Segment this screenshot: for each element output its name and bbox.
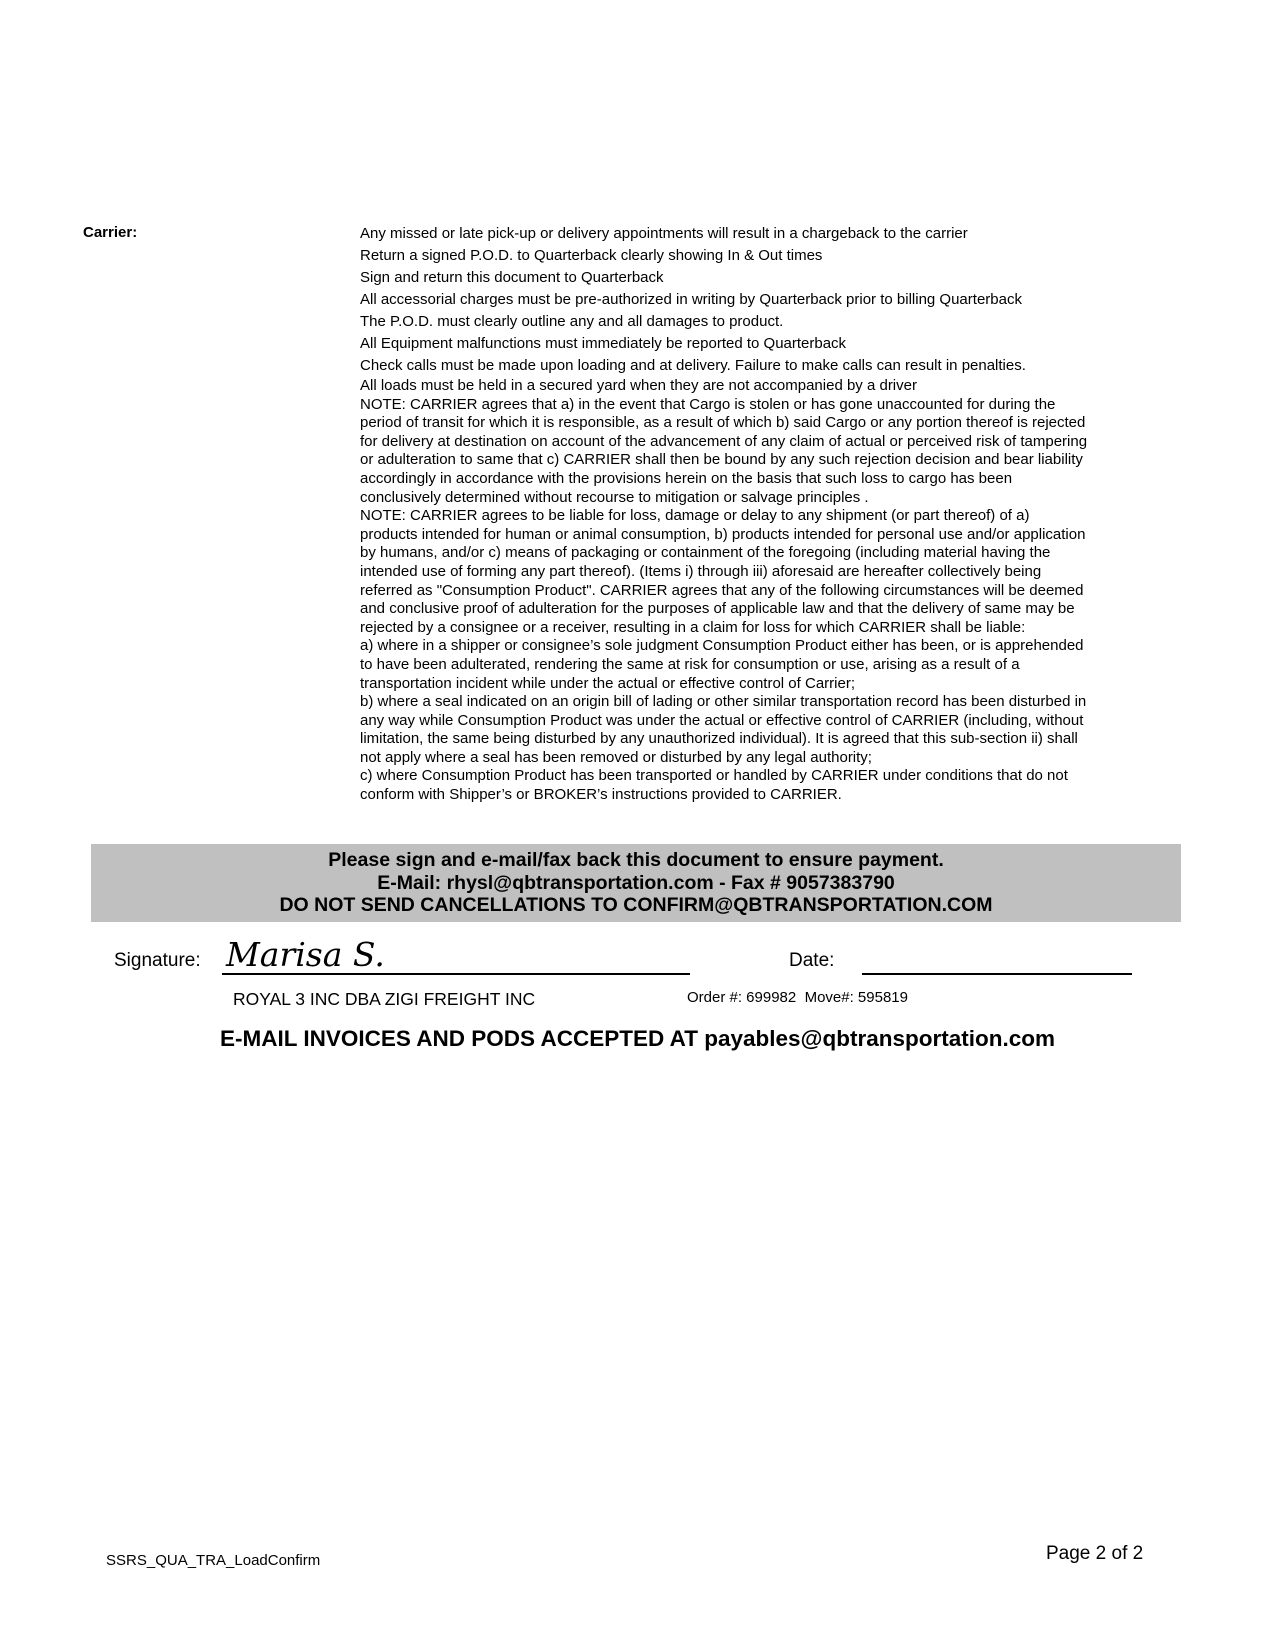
- term-line: to have been adulterated, rendering the same at risk for consumption or use, arising as a result of a: [360, 655, 1020, 673]
- notice-line-2: E-Mail: rhysl@qbtransportation.com - Fax # 9057383790: [377, 871, 895, 894]
- term-line: for delivery at destination on account of the advancement of any claim of actual or perceived risk of tampering: [360, 432, 1088, 450]
- term-line: The P.O.D. must clearly outline any and all damages to product.: [360, 313, 784, 330]
- carrier-label: Carrier:: [83, 224, 138, 241]
- term-line: conclusively determined without recourse to mitigation or salvage principles .: [360, 488, 869, 506]
- notice-line-1: Please sign and e-mail/fax back this document to ensure payment.: [328, 849, 944, 871]
- term-line: referred as "Consumption Product". CARRIER agrees that any of the following circumstances will be deemed: [360, 581, 1084, 599]
- term-line: NOTE: CARRIER agrees to be liable for loss, damage or delay to any shipment (or part thereof) of a): [360, 507, 1030, 525]
- invoice-email-notice: E-MAIL INVOICES AND PODS ACCEPTED AT payables@qbtransportation.com: [220, 1026, 1055, 1051]
- term-line: Check calls must be made upon loading and at delivery. Failure to make calls can result in penalties.: [360, 357, 1026, 374]
- term-line: intended use of forming any part thereof). (Items i) through iii) aforesaid are hereafter collectively being: [360, 562, 1042, 580]
- term-line: any way while Consumption Product was under the actual or effective control of CARRIER (including, without: [360, 711, 1084, 729]
- term-line: period of transit for which it is responsible, as a result of which b) said Cargo or any portion thereof is rejected: [360, 414, 1086, 432]
- carrier-terms: [360, 223, 1180, 805]
- payment-notice-banner: [91, 844, 1181, 922]
- notice-line-3: DO NOT SEND CANCELLATIONS TO CONFIRM@QBTRANSPORTATION.COM: [279, 894, 993, 916]
- term-line: All loads must be held in a secured yard when they are not accompanied by a driver: [360, 377, 917, 394]
- term-line: All Equipment malfunctions must immediately be reported to Quarterback: [360, 335, 847, 352]
- carrier-company-name: ROYAL 3 INC DBA ZIGI FREIGHT INC: [233, 989, 536, 1009]
- signature-line[interactable]: [222, 973, 690, 975]
- term-line: c) where Consumption Product has been transported or handled by CARRIER under conditions that do not: [360, 767, 1068, 785]
- signature-label: Signature:: [114, 950, 201, 971]
- long-terms-list: [360, 377, 1180, 805]
- term-line: not apply where a seal has been removed or disturbed by any legal authority;: [360, 748, 872, 766]
- term-line: transportation incident while under the actual or effective control of Carrier;: [360, 674, 855, 692]
- handwritten-signature: [222, 934, 422, 974]
- page-number: Page 2 of 2: [1046, 1543, 1144, 1564]
- term-line: rejected by a consignee or a receiver, resulting in a claim for loss for which CARRIER shall be liable:: [360, 618, 1026, 636]
- order-move-numbers: Order #: 699982 Move#: 595819: [687, 989, 908, 1006]
- term-line: conform with Shipper’s or BROKER’s instructions provided to CARRIER.: [360, 786, 842, 804]
- term-line: Any missed or late pick-up or delivery appointments will result in a chargeback to the carrier: [360, 225, 968, 242]
- term-line: All accessorial charges must be pre-authorized in writing by Quarterback prior to billing Quarterback: [360, 291, 1022, 308]
- date-label: Date:: [789, 950, 835, 971]
- term-line: b) where a seal indicated on an origin bill of lading or other similar transportation record has been disturbed in: [360, 693, 1087, 711]
- term-line: and conclusive proof of adulteration for the purposes of applicable law and that the delivery of same may be: [360, 600, 1075, 618]
- term-line: NOTE: CARRIER agrees that a) in the event that Cargo is stolen or has gone unaccounted for during the: [360, 395, 1056, 413]
- term-line: limitation, the same being disturbed by any unauthorized individual). It is agreed that this sub-section ii) shall: [360, 730, 1078, 748]
- term-line: by humans, and/or c) means of packaging or containment of the foregoing (including material having the: [360, 544, 1051, 562]
- term-line: products intended for human or animal consumption, b) products intended for personal use and/or application: [360, 525, 1086, 543]
- term-line: or adulteration to same that c) CARRIER shall then be bound by any such rejection decision and bear liability: [360, 451, 1083, 469]
- term-line: Sign and return this document to Quarterback: [360, 269, 664, 286]
- term-line: accordingly in accordance with the provisions herein on the basis that such loss to cargo has been: [360, 469, 1013, 487]
- signed-name-text: Marisa S.: [226, 935, 385, 974]
- report-name: SSRS_QUA_TRA_LoadConfirm: [106, 1552, 321, 1569]
- term-line: a) where in a shipper or consignee’s sole judgment Consumption Product either has been, or is apprehended: [360, 637, 1084, 655]
- short-terms-list: [360, 223, 1180, 377]
- term-line: Return a signed P.O.D. to Quarterback clearly showing In & Out times: [360, 247, 823, 264]
- date-line[interactable]: [862, 973, 1132, 975]
